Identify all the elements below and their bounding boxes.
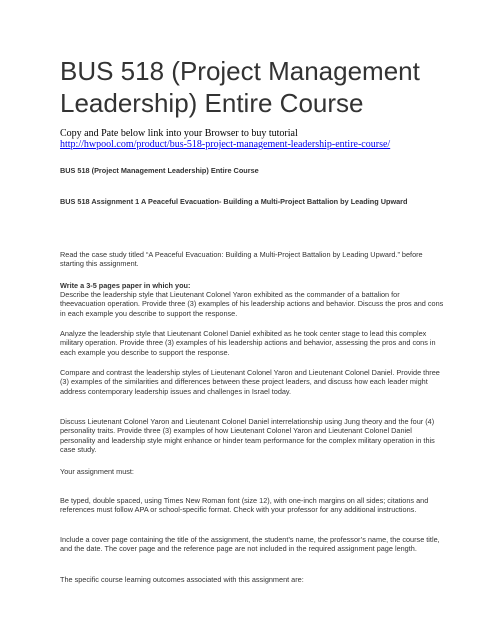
task-paragraph-3: Compare and contrast the leadership styles of Lieutenant Colonel Yaron and Lieutenant Colonel Daniel. Provide three (3) examples of the similarities and differences between these project leaders, and discuss how each leader might address contemporary leadership issues and challenges in Israel today. bbox=[60, 368, 440, 396]
subtitle: BUS 518 (Project Management Leadership) Entire Course bbox=[60, 166, 259, 175]
requirement-2: Include a cover page containing the title of the assignment, the student’s name, the professor’s name, the course title, and the date. The cover page and the reference page are not included in the required assignment page length. bbox=[60, 535, 440, 554]
assignment-heading: BUS 518 Assignment 1 A Peaceful Evacuation- Building a Multi-Project Battalion by Leading Upward bbox=[60, 197, 408, 206]
task-paragraph-1: Describe the leadership style that Lieutenant Colonel Yaron exhibited as the commander of a battalion for theevacuation operation. Provide three (3) examples of his leadership actions and behavior. Discuss the pros and cons in each example you describe to support the response. bbox=[60, 290, 444, 318]
write-heading: Write a 3-5 pages paper in which you: bbox=[60, 281, 191, 290]
task-paragraph-4: Discuss Lieutenant Colonel Yaron and Lieutenant Colonel Daniel interrelationship using Jung theory and the four (4) personality traits. Provide three (3) examples of how Lieutenant Colonel Yaron and Lieutenant Colonel Daniel personality and leadership style might enhance or hinder team performance for the complex military operation in this case study. bbox=[60, 417, 435, 455]
outcomes-text: The specific course learning outcomes associated with this assignment are: bbox=[60, 575, 304, 584]
task-paragraph-2: Analyze the leadership style that Lieutenant Colonel Daniel exhibited as he took center stage to lead this complex military operation. Provide three (3) examples of his leadership actions and behavior, assessing the pros and cons in each example you describe to support the response. bbox=[60, 329, 436, 357]
purchase-info bbox=[60, 128, 450, 150]
intro-text: Copy and Pate below link into your Browser to buy tutorial bbox=[60, 128, 298, 139]
requirement-1: Be typed, double spaced, using Times New Roman font (size 12), with one-inch margins on all sides; citations and references must follow APA or school-specific format. Check with your professor for any additional instructions. bbox=[60, 496, 429, 515]
page-title: BUS 518 (Project Management Leadership) Entire Course bbox=[60, 56, 420, 118]
tutorial-link[interactable]: http://hwpool.com/product/bus-518-project-management-leadership-entire-course/ bbox=[60, 139, 391, 150]
read-case-paragraph: Read the case study titled “A Peaceful Evacuation: Building a Multi-Project Battalion by Leading Upward.” before starting this assignment. bbox=[60, 250, 423, 269]
must-heading: Your assignment must: bbox=[60, 467, 134, 476]
